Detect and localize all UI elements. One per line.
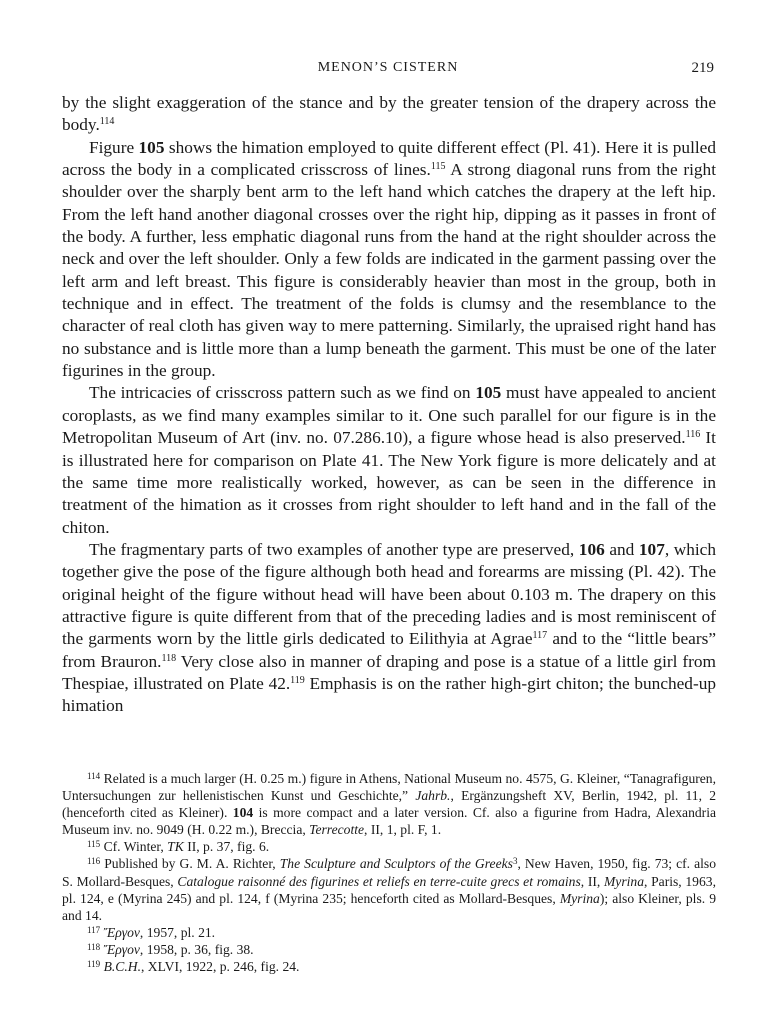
italic-run: Ἔργον [103, 941, 140, 957]
text-run: , New Haven, 1950, fig. 73; cf. also S. Mollard-Besques, [62, 856, 717, 889]
footnotes [62, 770, 716, 975]
footnote-number: 115 [87, 839, 101, 850]
text-run: by the slight exaggeration of the stance and by the greater tension of the drapery across the body. [62, 93, 716, 135]
paragraph [62, 92, 716, 137]
footnote [62, 941, 716, 958]
footnote-number: 114 [87, 771, 101, 781]
footnote-ref[interactable]: 115 [430, 161, 446, 173]
text-run: Published by G. M. A. Richter, [100, 856, 280, 872]
edition-superscript: 3 [512, 856, 518, 867]
paragraph [62, 137, 716, 383]
text-run: It is illustrated here for comparison on Plate 41. The New York figure is more delicately and at the same time more realistically worked, however, as can be seen in the difference in treatment of the himation as it crosses from right shoulder to left hand and in the fall of the chiton. [62, 428, 716, 537]
italic-run: Myrina [603, 873, 645, 889]
footnote [62, 855, 716, 923]
text-run: , 1958, p. 36, fig. 38. [139, 941, 254, 957]
footnote [62, 770, 716, 838]
italic-run: Terrecotte [309, 822, 365, 838]
page-number: 219 [691, 60, 714, 76]
footnote [62, 838, 716, 855]
text-run: , Ergänzungsheft XV, Berlin, 1942, pl. 11, 2 (henceforth cited as Kleiner). [62, 788, 717, 821]
text-run: and to the “little bears” from Brauron. [62, 629, 717, 671]
footnote-ref[interactable]: 114 [99, 116, 115, 128]
text-run: Emphasis is on the rather high-girt chiton; the bunched-up himation [62, 673, 716, 716]
italic-run: TK [167, 839, 184, 855]
text-run: ); also Kleiner, pls. 9 and 14. [62, 890, 716, 923]
text-run: and [604, 539, 639, 559]
footnote-ref[interactable]: 118 [161, 652, 177, 664]
text-run: , 1957, pl. 21. [139, 924, 216, 940]
figure-number: 105 [138, 137, 165, 157]
text-run: , II, [580, 873, 604, 889]
footnote [62, 924, 716, 941]
text-run: , II, 1, pl. F, 1. [364, 822, 442, 838]
footnote-number: 116 [87, 856, 101, 867]
figure-number: 105 [475, 383, 502, 403]
figure-number: 106 [578, 539, 605, 559]
footnote-number: 118 [87, 941, 101, 952]
text-run: Cf. Winter, [100, 839, 168, 855]
text-run: Related is a much larger (H. 0.25 m.) figure in Athens, National Museum no. 4575, G. Kleiner, “Tanagrafiguren, Untersuchungen zur hellenistischen Kunst und Geschichte,” [62, 771, 716, 804]
footnote-number: 117 [87, 924, 101, 935]
italic-run: Catalogue raisonné des figurines et reliefs en terre-cuite grecs et romains [177, 873, 581, 889]
main-text [62, 92, 716, 718]
running-header [62, 60, 714, 80]
text-run: The intricacies of crisscross pattern such as we find on [89, 383, 476, 403]
text-run: Figure [89, 137, 139, 157]
italic-run: Jahrb. [415, 788, 451, 804]
paragraph [62, 382, 716, 538]
text-run: Very close also in manner of draping and pose is a statue of a little girl from Thespiae, illustrated on Plate 42. [62, 651, 716, 693]
text-run: , Paris, 1963, pl. 124, e (Myrina 245) and pl. 124, f (Myrina 235; henceforth cited as Mollard-Besques, [62, 873, 716, 906]
text-run: A strong diagonal runs from the right shoulder over the sharply bent arm to the left hand which catches the drapery at the left hip. From the left hand another diagonal crosses over the right hip, dipping as it passes in front of the body. A further, less emphatic diagonal runs from the hand at the right shoulder across the neck and over the left shoulder. Only a few folds are indicated in the garment passing over the left arm and left breast. This figure is considerably heavier than most in the group, both in technique and in effect. The treatment of the folds is clumsy and the resemblance to the character of real cloth has given way to mere patterning. Similarly, the upraised right hand has no substance and is little more than a lump beneath the garment. This must be one of the later figurines in the group. [62, 160, 716, 381]
text-run: II, p. 37, fig. 6. [183, 839, 270, 855]
text-run: , which together give the pose of the figure although both head and forearms are missing (Pl. 42). The original height of the figure without head will have been about 0.103 m. The drapery on this attractive figure is quite different from that of the preceding ladies and is most reminiscent of the garments worn by the little girls dedicated to Eilithyia at Agrae [62, 539, 716, 649]
italic-run: B.C.H. [103, 959, 141, 975]
italic-run: The Sculpture and Sculptors of the Greeks [279, 856, 513, 872]
footnote-ref[interactable]: 117 [532, 630, 548, 642]
footnote-number: 119 [87, 959, 101, 970]
paragraph [62, 539, 716, 718]
italic-run: Ἔργον [103, 924, 140, 940]
figure-number: 107 [638, 539, 665, 559]
text-run: shows the himation employed to quite different effect (Pl. 41). Here it is pulled across the body in a complicated crisscross of lines. [62, 137, 716, 180]
text-run: must have appealed to ancient coroplasts, as we find many examples similar to it. One such parallel for our figure is in the Metropolitan Museum of Art (inv. no. 07.286.10), a figure whose head is also preserved. [62, 383, 716, 448]
running-title: MENON’S CISTERN [317, 60, 459, 75]
italic-run: Myrina [559, 890, 600, 906]
figure-number: 104 [232, 805, 254, 821]
text-run: is more compact and a later version. Cf. also a figurine from Hadra, Alexandria Museum inv. no. 9049 (H. 0.22 m.), Breccia, [62, 805, 717, 838]
footnote [62, 958, 716, 975]
footnote-ref[interactable]: 119 [290, 674, 305, 686]
footnote-ref[interactable]: 116 [685, 429, 701, 441]
text-run: The fragmentary parts of two examples of another type are preserved, [89, 539, 579, 559]
text-run: , XLVI, 1922, p. 246, fig. 24. [140, 959, 300, 975]
